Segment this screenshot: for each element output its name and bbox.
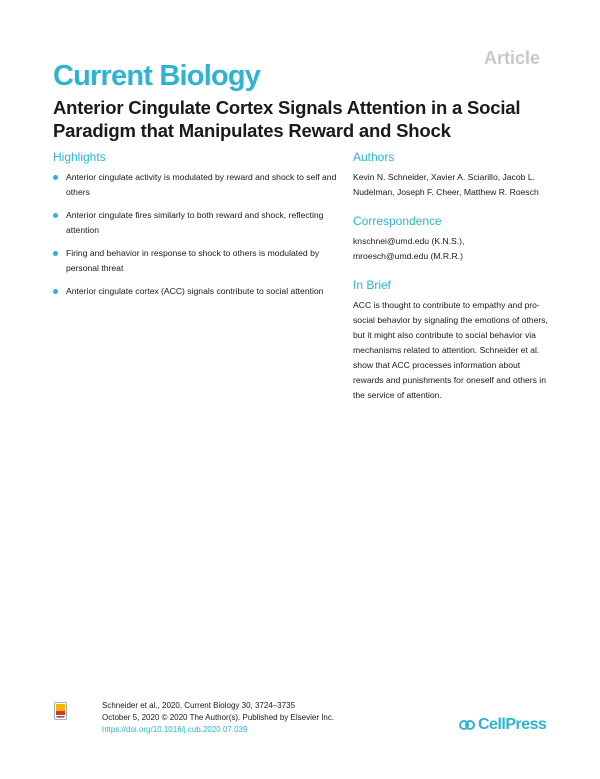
in-brief-text: ACC is thought to contribute to empathy and pro-social behavior by signaling the emotions of others, but it might also contribute to social behavior via mechanisms related to attention. Schneider et al. show that ACC processes information about rewards and punishments for oneself and others in the service of attention.	[353, 300, 548, 400]
article-type-label: Article	[483, 48, 540, 68]
highlight-text: Anterior cingulate fires similarly to both reward and shock, reflecting attention	[66, 210, 324, 235]
highlight-text: Anterior cingulate activity is modulated by reward and shock to self and others	[66, 172, 337, 197]
date-copyright: October 5, 2020 © 2020 The Author(s). Published by Elsevier Inc.	[102, 713, 335, 722]
bullet-icon	[53, 175, 58, 180]
highlights-section	[53, 150, 343, 307]
journal-name: Current Biology	[53, 60, 261, 92]
correspondence-emails	[353, 234, 548, 264]
authors-list: Kevin N. Schneider, Xavier A. Sciarillo, Jacob L. Nudelman, Joseph F. Cheer, Matthew R. Roesch	[353, 172, 539, 197]
highlight-text: Firing and behavior in response to shock to others is modulated by personal threat	[66, 248, 320, 273]
bullet-icon	[53, 289, 58, 294]
citation-text: Schneider et al., 2020, Current Biology 30, 3724–3735	[102, 701, 296, 710]
bullet-icon	[53, 213, 58, 218]
article-title: Anterior Cingulate Cortex Signals Attention in a Social Paradigm that Manipulates Reward and Shock	[53, 97, 521, 141]
highlight-item	[53, 208, 343, 238]
check-for-updates-icon[interactable]	[54, 702, 67, 720]
highlight-item	[53, 246, 343, 276]
email-link-schneider[interactable]: knschnei@umd.edu (K.N.S.),	[353, 236, 465, 246]
highlights-list	[53, 170, 343, 299]
publisher-name: CellPress	[478, 716, 547, 733]
highlight-text: Anterior cingulate cortex (ACC) signals contribute to social attention	[66, 286, 324, 296]
highlights-heading: Highlights	[53, 150, 106, 164]
in-brief-heading: In Brief	[353, 278, 392, 292]
highlight-item	[53, 170, 343, 200]
doi-link[interactable]: https://doi.org/10.1016/j.cub.2020.07.039	[102, 725, 248, 734]
email-link-roesch[interactable]: mroesch@umd.edu (M.R.R.)	[353, 251, 463, 261]
citation-footer	[102, 700, 402, 736]
cellpress-logo-icon	[459, 717, 475, 733]
correspondence-heading: Correspondence	[353, 214, 442, 228]
sidebar-info	[353, 150, 548, 417]
highlight-item	[53, 284, 343, 299]
bullet-icon	[53, 251, 58, 256]
authors-heading: Authors	[353, 150, 395, 164]
publisher-logo	[459, 716, 546, 734]
